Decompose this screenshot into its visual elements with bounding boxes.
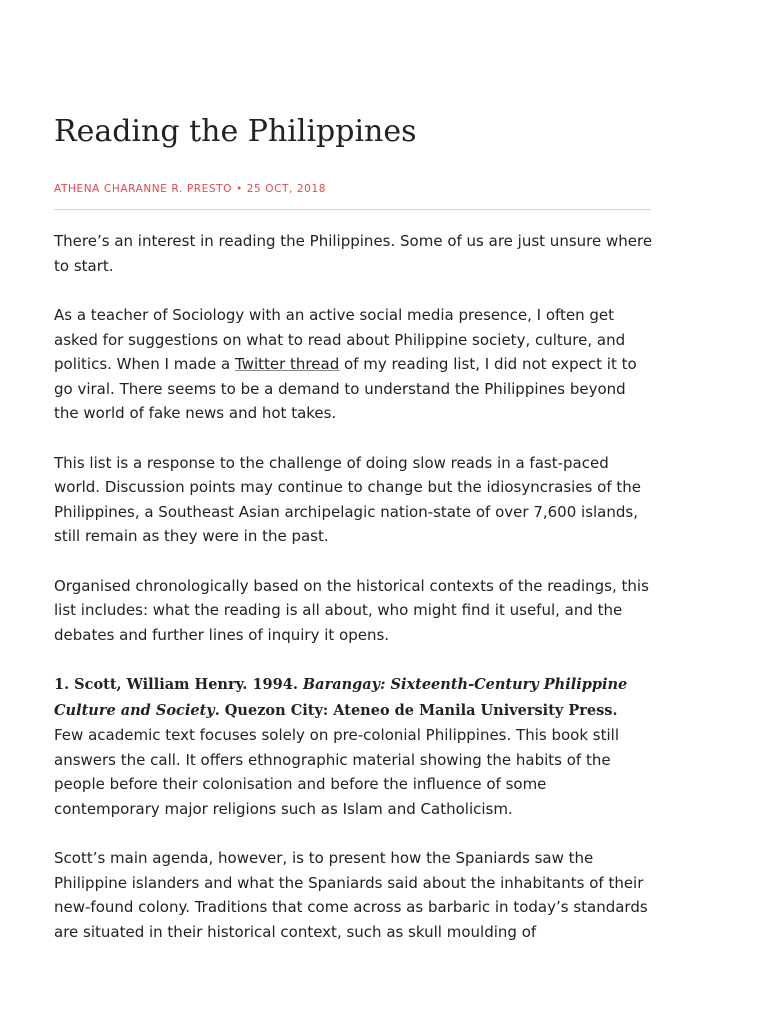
paragraph-teacher — [54, 303, 654, 426]
paragraph-list-response: This list is a response to the challenge of doing slow reads in a fast-paced world. Discussion points may continue to change but the idiosyncrasies of the Philippines, a Southeast Asian archipelagic nation-state of over 7,600 islands, still remain as they were in the past. — [54, 453, 641, 545]
reference-1 — [54, 672, 654, 723]
paragraph-text: of my reading list, I did not expect it to go viral. There seems to be a demand to understand the Philippines beyond the world of fake news and hot takes. — [54, 355, 637, 422]
article-title: Reading the Philippines — [54, 114, 417, 149]
paragraph-organisation: Organised chronologically based on the historical contexts of the readings, this list includes: what the reading is all about, who might find it useful, and the debates and further lines of inquiry it opens. — [54, 576, 649, 644]
reference-book-title: Barangay: Sixteenth-Century Philippine Culture and Society — [54, 676, 628, 719]
reference-lead: 1. Scott, William Henry. 1994. — [54, 676, 303, 693]
paragraph-text: As a teacher of Sociology with an active social media presence, I often get asked for suggestions on what to read about Philippine society, culture, and politics. When I made a — [54, 306, 626, 373]
twitter-thread-link[interactable]: Twitter thread — [235, 355, 340, 373]
reference-citation — [54, 676, 627, 719]
divider — [54, 209, 651, 210]
paragraph-scott-agenda: Scott’s main agenda, however, is to present how the Spaniards saw the Philippine islanders and what the Spaniards said about the inhabitants of their new-found colony. Traditions that come across as barbaric in today’s standards are situated in their historical context, such as skull moulding of — [54, 849, 648, 941]
paragraph-scott-summary: Few academic text focuses solely on pre-colonial Philippines. This book still answers the call. It offers ethnographic material showing the habits of the people before their colonisation and before the influence of some contemporary major religions such as Islam and Catholicism. — [54, 726, 619, 818]
paragraph-intro: There’s an interest in reading the Philippines. Some of us are just unsure where to start. — [54, 232, 653, 275]
article-byline: ATHENA CHARANNE R. PRESTO • 25 OCT, 2018 — [54, 183, 327, 195]
article-body — [54, 229, 654, 969]
reference-publisher: . Quezon City: Ateneo de Manila University Press. — [214, 701, 618, 719]
